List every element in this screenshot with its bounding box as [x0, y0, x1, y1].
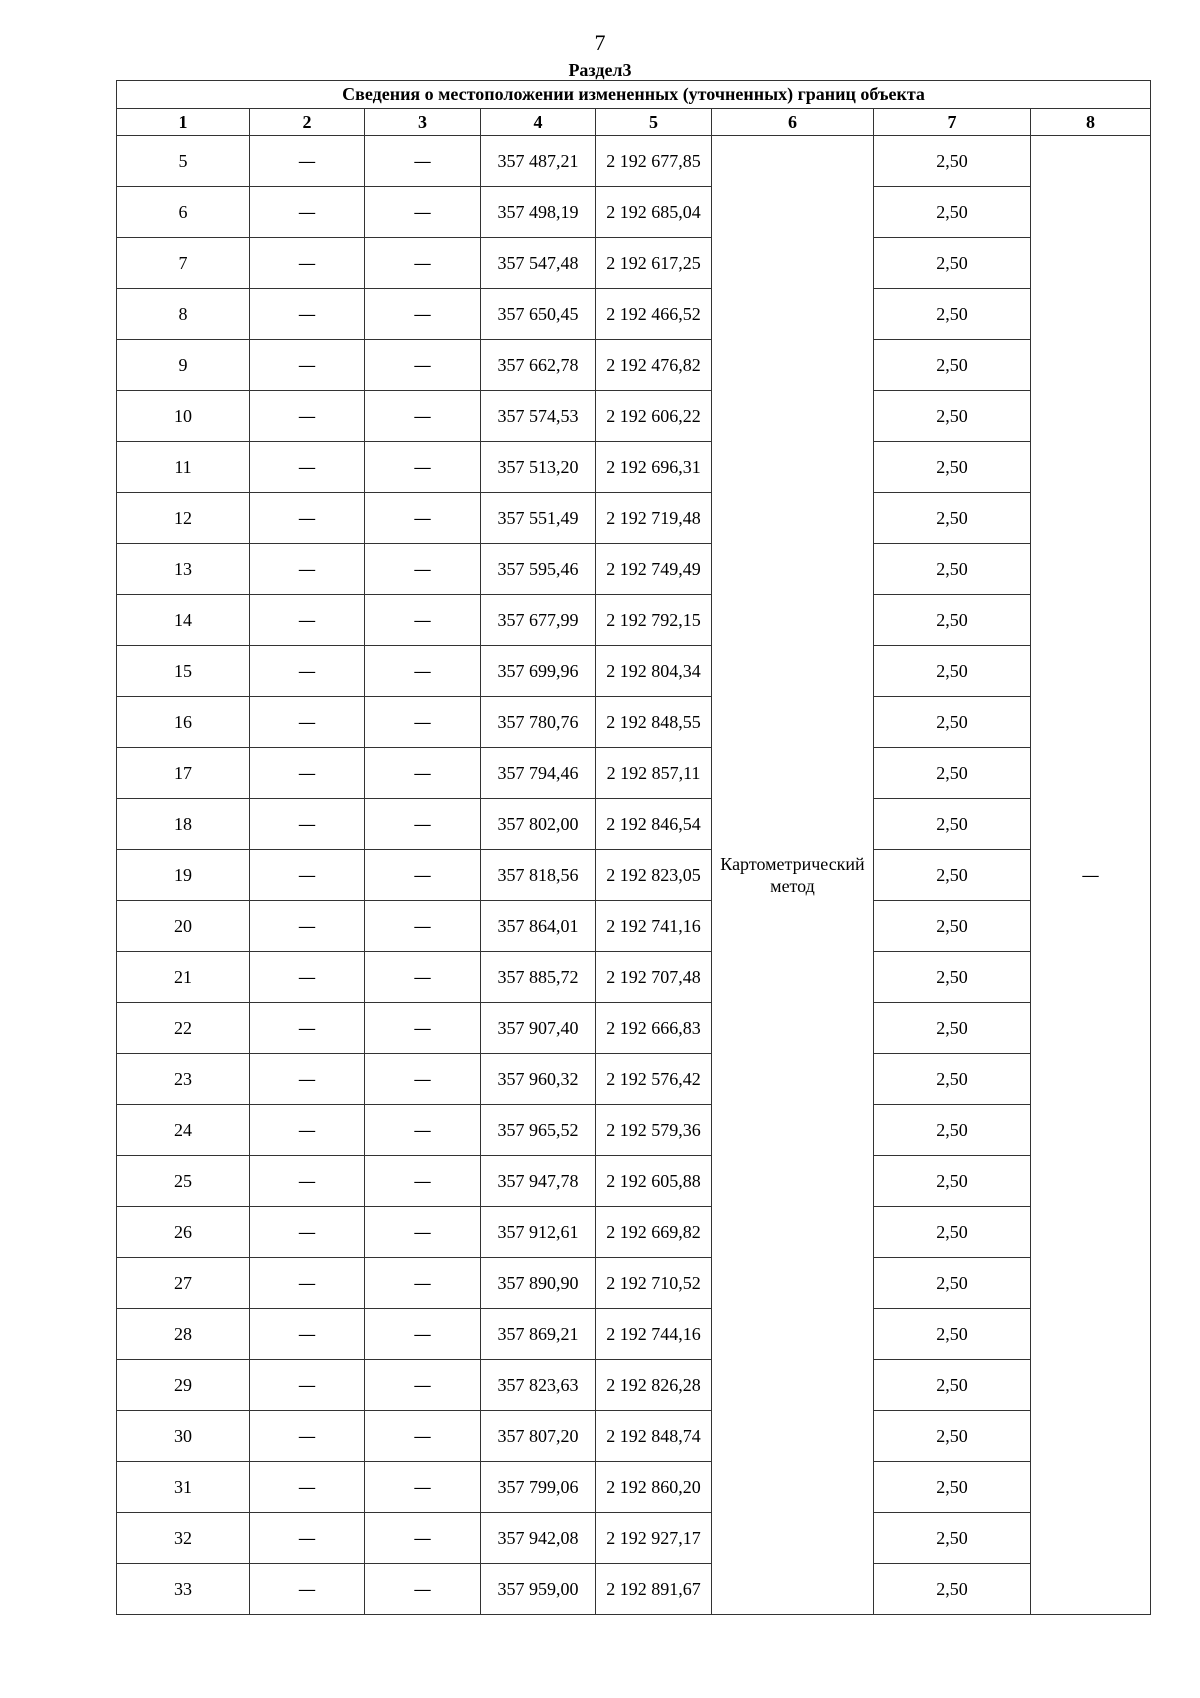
column-2-cell: — — [250, 1105, 365, 1156]
table-row — [117, 1411, 1151, 1462]
column-2-cell: — — [250, 187, 365, 238]
coordinate-x-cell: 357 912,61 — [481, 1207, 596, 1258]
accuracy-cell: 2,50 — [874, 391, 1031, 442]
column-number-8: 8 — [1031, 109, 1151, 136]
point-number-cell: 18 — [117, 799, 250, 850]
coordinate-x-cell: 357 595,46 — [481, 544, 596, 595]
column-number-2: 2 — [250, 109, 365, 136]
point-number-cell: 23 — [117, 1054, 250, 1105]
accuracy-cell: 2,50 — [874, 1003, 1031, 1054]
point-number-cell: 24 — [117, 1105, 250, 1156]
table-body — [117, 136, 1151, 1615]
column-2-cell: — — [250, 748, 365, 799]
column-3-cell: — — [365, 1411, 481, 1462]
coordinate-y-cell: 2 192 669,82 — [596, 1207, 712, 1258]
point-number-cell: 12 — [117, 493, 250, 544]
point-number-cell: 9 — [117, 340, 250, 391]
column-3-cell: — — [365, 748, 481, 799]
column-3-cell: — — [365, 1360, 481, 1411]
coordinate-y-cell: 2 192 792,15 — [596, 595, 712, 646]
point-number-cell: 33 — [117, 1564, 250, 1615]
column-3-cell: — — [365, 493, 481, 544]
coordinate-y-cell: 2 192 891,67 — [596, 1564, 712, 1615]
coordinate-x-cell: 357 699,96 — [481, 646, 596, 697]
point-number-cell: 29 — [117, 1360, 250, 1411]
coordinate-x-cell: 357 823,63 — [481, 1360, 596, 1411]
section-title: Раздел3 — [568, 60, 632, 80]
table-row — [117, 1258, 1151, 1309]
method-cell: Картометрический метод — [712, 136, 874, 1615]
column-3-cell: — — [365, 646, 481, 697]
accuracy-cell: 2,50 — [874, 1258, 1031, 1309]
coordinate-y-cell: 2 192 466,52 — [596, 289, 712, 340]
coordinate-y-cell: 2 192 848,55 — [596, 697, 712, 748]
coordinate-x-cell: 357 799,06 — [481, 1462, 596, 1513]
accuracy-cell: 2,50 — [874, 595, 1031, 646]
column-2-cell: — — [250, 136, 365, 187]
column-2-cell: — — [250, 952, 365, 1003]
table-row — [117, 1156, 1151, 1207]
table-row — [117, 187, 1151, 238]
accuracy-cell: 2,50 — [874, 1360, 1031, 1411]
column-3-cell: — — [365, 1564, 481, 1615]
point-number-cell: 26 — [117, 1207, 250, 1258]
accuracy-cell: 2,50 — [874, 748, 1031, 799]
coordinate-x-cell: 357 650,45 — [481, 289, 596, 340]
coordinate-y-cell: 2 192 707,48 — [596, 952, 712, 1003]
coordinate-x-cell: 357 794,46 — [481, 748, 596, 799]
point-number-cell: 5 — [117, 136, 250, 187]
column-2-cell: — — [250, 799, 365, 850]
coordinate-y-cell: 2 192 719,48 — [596, 493, 712, 544]
accuracy-cell: 2,50 — [874, 799, 1031, 850]
coordinate-x-cell: 357 869,21 — [481, 1309, 596, 1360]
column-2-cell: — — [250, 697, 365, 748]
coordinate-x-cell: 357 885,72 — [481, 952, 596, 1003]
coordinate-x-cell: 357 965,52 — [481, 1105, 596, 1156]
table-row — [117, 850, 1151, 901]
coordinate-y-cell: 2 192 823,05 — [596, 850, 712, 901]
coordinate-y-cell: 2 192 476,82 — [596, 340, 712, 391]
accuracy-cell: 2,50 — [874, 289, 1031, 340]
table-row — [117, 1309, 1151, 1360]
accuracy-cell: 2,50 — [874, 901, 1031, 952]
coordinate-y-cell: 2 192 846,54 — [596, 799, 712, 850]
coordinate-x-cell: 357 487,21 — [481, 136, 596, 187]
coordinate-y-cell: 2 192 857,11 — [596, 748, 712, 799]
column-2-cell: — — [250, 442, 365, 493]
table-row — [117, 1207, 1151, 1258]
column-2-cell: — — [250, 1513, 365, 1564]
point-number-cell: 8 — [117, 289, 250, 340]
boundary-table — [116, 80, 1151, 1615]
column-3-cell: — — [365, 136, 481, 187]
column-2-cell: — — [250, 1003, 365, 1054]
coordinate-x-cell: 357 513,20 — [481, 442, 596, 493]
column-2-cell: — — [250, 493, 365, 544]
coordinate-x-cell: 357 959,00 — [481, 1564, 596, 1615]
column-3-cell: — — [365, 289, 481, 340]
column-3-cell: — — [365, 697, 481, 748]
coordinate-y-cell: 2 192 749,49 — [596, 544, 712, 595]
table-row — [117, 1462, 1151, 1513]
column-2-cell: — — [250, 238, 365, 289]
accuracy-cell: 2,50 — [874, 136, 1031, 187]
accuracy-cell: 2,50 — [874, 1309, 1031, 1360]
table-row — [117, 493, 1151, 544]
point-number-cell: 20 — [117, 901, 250, 952]
column-number-3: 3 — [365, 109, 481, 136]
column-2-cell: — — [250, 1360, 365, 1411]
column-3-cell: — — [365, 850, 481, 901]
point-number-cell: 13 — [117, 544, 250, 595]
page-number: 7 — [594, 30, 606, 55]
table-row — [117, 901, 1151, 952]
column-3-cell: — — [365, 595, 481, 646]
coordinate-x-cell: 357 864,01 — [481, 901, 596, 952]
coordinate-y-cell: 2 192 826,28 — [596, 1360, 712, 1411]
coordinate-y-cell: 2 192 696,31 — [596, 442, 712, 493]
accuracy-cell: 2,50 — [874, 340, 1031, 391]
accuracy-cell: 2,50 — [874, 1462, 1031, 1513]
coordinate-x-cell: 357 498,19 — [481, 187, 596, 238]
point-number-cell: 16 — [117, 697, 250, 748]
column-3-cell: — — [365, 1003, 481, 1054]
point-number-cell: 7 — [117, 238, 250, 289]
point-number-cell: 10 — [117, 391, 250, 442]
coordinate-y-cell: 2 192 576,42 — [596, 1054, 712, 1105]
column-2-cell: — — [250, 289, 365, 340]
column-3-cell: — — [365, 952, 481, 1003]
table-row — [117, 595, 1151, 646]
coordinate-y-cell: 2 192 804,34 — [596, 646, 712, 697]
coordinate-x-cell: 357 677,99 — [481, 595, 596, 646]
accuracy-cell: 2,50 — [874, 850, 1031, 901]
accuracy-cell: 2,50 — [874, 1105, 1031, 1156]
column-3-cell: — — [365, 238, 481, 289]
table-row — [117, 136, 1151, 187]
column-3-cell: — — [365, 1462, 481, 1513]
column-2-cell: — — [250, 340, 365, 391]
column-2-cell: — — [250, 1462, 365, 1513]
accuracy-cell: 2,50 — [874, 544, 1031, 595]
accuracy-cell: 2,50 — [874, 1156, 1031, 1207]
coordinate-x-cell: 357 551,49 — [481, 493, 596, 544]
point-number-cell: 21 — [117, 952, 250, 1003]
coordinate-y-cell: 2 192 710,52 — [596, 1258, 712, 1309]
table-row — [117, 340, 1151, 391]
point-number-cell: 17 — [117, 748, 250, 799]
table-row — [117, 799, 1151, 850]
point-number-cell: 28 — [117, 1309, 250, 1360]
table-caption: Сведения о местоположении измененных (уточненных) границ объекта — [117, 81, 1151, 109]
coordinate-x-cell: 357 907,40 — [481, 1003, 596, 1054]
table-row — [117, 1564, 1151, 1615]
coordinate-y-cell: 2 192 666,83 — [596, 1003, 712, 1054]
coordinate-x-cell: 357 662,78 — [481, 340, 596, 391]
column-number-4: 4 — [481, 109, 596, 136]
column-number-1: 1 — [117, 109, 250, 136]
column-3-cell: — — [365, 1105, 481, 1156]
column-number-7: 7 — [874, 109, 1031, 136]
coordinate-y-cell: 2 192 744,16 — [596, 1309, 712, 1360]
column-2-cell: — — [250, 1156, 365, 1207]
column-3-cell: — — [365, 340, 481, 391]
point-number-cell: 15 — [117, 646, 250, 697]
accuracy-cell: 2,50 — [874, 1564, 1031, 1615]
column-3-cell: — — [365, 799, 481, 850]
column-3-cell: — — [365, 187, 481, 238]
coordinate-x-cell: 357 574,53 — [481, 391, 596, 442]
coordinate-y-cell: 2 192 685,04 — [596, 187, 712, 238]
accuracy-cell: 2,50 — [874, 646, 1031, 697]
column-2-cell: — — [250, 544, 365, 595]
column-2-cell: — — [250, 1309, 365, 1360]
point-number-cell: 19 — [117, 850, 250, 901]
column-2-cell: — — [250, 1411, 365, 1462]
point-number-cell: 22 — [117, 1003, 250, 1054]
accuracy-cell: 2,50 — [874, 697, 1031, 748]
table-row — [117, 748, 1151, 799]
column-3-cell: — — [365, 1258, 481, 1309]
table-row — [117, 1513, 1151, 1564]
point-number-cell: 32 — [117, 1513, 250, 1564]
point-number-cell: 6 — [117, 187, 250, 238]
column-2-cell: — — [250, 1207, 365, 1258]
column-number-6: 6 — [712, 109, 874, 136]
coordinate-x-cell: 357 818,56 — [481, 850, 596, 901]
coordinate-y-cell: 2 192 606,22 — [596, 391, 712, 442]
column-2-cell: — — [250, 1258, 365, 1309]
point-number-cell: 14 — [117, 595, 250, 646]
column-3-cell: — — [365, 1513, 481, 1564]
column-3-cell: — — [365, 1054, 481, 1105]
table-row — [117, 1003, 1151, 1054]
column-3-cell: — — [365, 442, 481, 493]
table-row — [117, 289, 1151, 340]
accuracy-cell: 2,50 — [874, 238, 1031, 289]
coordinate-x-cell: 357 960,32 — [481, 1054, 596, 1105]
column-number-row — [117, 109, 1151, 136]
column-2-cell: — — [250, 850, 365, 901]
coordinate-x-cell: 357 802,00 — [481, 799, 596, 850]
coordinate-x-cell: 357 890,90 — [481, 1258, 596, 1309]
coordinate-x-cell: 357 780,76 — [481, 697, 596, 748]
column-2-cell: — — [250, 901, 365, 952]
column-3-cell: — — [365, 901, 481, 952]
point-number-cell: 27 — [117, 1258, 250, 1309]
table-row — [117, 1105, 1151, 1156]
coordinate-y-cell: 2 192 741,16 — [596, 901, 712, 952]
table-row — [117, 952, 1151, 1003]
table-row — [117, 238, 1151, 289]
column-2-cell: — — [250, 1564, 365, 1615]
accuracy-cell: 2,50 — [874, 1411, 1031, 1462]
coordinate-x-cell: 357 547,48 — [481, 238, 596, 289]
accuracy-cell: 2,50 — [874, 952, 1031, 1003]
column-3-cell: — — [365, 391, 481, 442]
coordinate-y-cell: 2 192 617,25 — [596, 238, 712, 289]
column-3-cell: — — [365, 1156, 481, 1207]
accuracy-cell: 2,50 — [874, 493, 1031, 544]
table-caption-row — [117, 81, 1151, 109]
table-row — [117, 1054, 1151, 1105]
point-number-cell: 11 — [117, 442, 250, 493]
coordinate-y-cell: 2 192 579,36 — [596, 1105, 712, 1156]
column-2-cell: — — [250, 595, 365, 646]
coordinate-x-cell: 357 807,20 — [481, 1411, 596, 1462]
coordinate-y-cell: 2 192 677,85 — [596, 136, 712, 187]
accuracy-cell: 2,50 — [874, 1513, 1031, 1564]
column-3-cell: — — [365, 544, 481, 595]
column-8-cell: — — [1031, 136, 1151, 1615]
coordinate-y-cell: 2 192 605,88 — [596, 1156, 712, 1207]
point-number-cell: 31 — [117, 1462, 250, 1513]
table-row — [117, 646, 1151, 697]
table-row — [117, 544, 1151, 595]
column-3-cell: — — [365, 1207, 481, 1258]
point-number-cell: 25 — [117, 1156, 250, 1207]
column-3-cell: — — [365, 1309, 481, 1360]
coordinate-y-cell: 2 192 927,17 — [596, 1513, 712, 1564]
column-2-cell: — — [250, 646, 365, 697]
coordinate-y-cell: 2 192 860,20 — [596, 1462, 712, 1513]
accuracy-cell: 2,50 — [874, 187, 1031, 238]
table-row — [117, 1360, 1151, 1411]
coordinate-x-cell: 357 942,08 — [481, 1513, 596, 1564]
point-number-cell: 30 — [117, 1411, 250, 1462]
accuracy-cell: 2,50 — [874, 442, 1031, 493]
coordinate-y-cell: 2 192 848,74 — [596, 1411, 712, 1462]
accuracy-cell: 2,50 — [874, 1054, 1031, 1105]
table-row — [117, 697, 1151, 748]
table-row — [117, 391, 1151, 442]
column-2-cell: — — [250, 391, 365, 442]
column-2-cell: — — [250, 1054, 365, 1105]
accuracy-cell: 2,50 — [874, 1207, 1031, 1258]
column-number-5: 5 — [596, 109, 712, 136]
table-row — [117, 442, 1151, 493]
coordinate-x-cell: 357 947,78 — [481, 1156, 596, 1207]
